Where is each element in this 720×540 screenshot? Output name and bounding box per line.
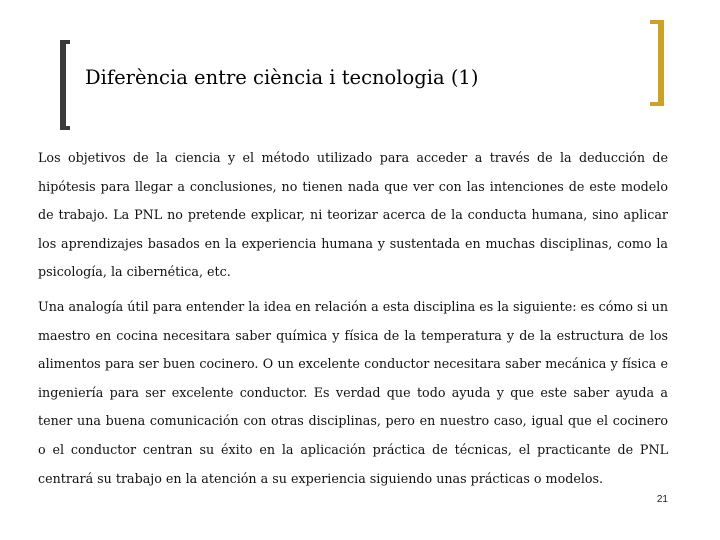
slide-title: Diferència entre ciència i tecnologia (1) — [85, 66, 479, 89]
page-number: 21 — [656, 494, 668, 505]
left-bracket-decoration — [60, 40, 70, 130]
body-paragraph-2: Una analogía útil para entender la idea en relación a esta disciplina es la siguiente: es cómo si un maestro en cocina necesitara saber química y física de la temperatura y de la estructura de los alimentos para ser buen cocinero. O un excelente conductor necesitara saber mecánica y física e ingeniería para ser excelente conductor. Es verdad que todo ayuda y que este saber ayuda a tener una buena comunicación con otras disciplinas, pero en nuestro caso, igual que el cocinero o el conductor centran su éxito en la aplicación práctica de técnicas, el practicante de PNL centrará su trabajo en la atención a su experiencia siguiendo unas prácticas o modelos. — [38, 298, 668, 486]
slide-body — [38, 144, 668, 493]
body-paragraph-1: Los objetivos de la ciencia y el método utilizado para acceder a través de la deducción de hipótesis para llegar a conclusiones, no tienen nada que ver con las intenciones de este modelo de trabajo. La PNL no pretende explicar, ni teorizar acerca de la conducta humana, sino aplicar los aprendizajes basados en la experiencia humana y sustentada en muchas disciplinas, como la psicología, la cibernética, etc. — [38, 150, 668, 280]
right-bracket-decoration — [650, 20, 664, 106]
